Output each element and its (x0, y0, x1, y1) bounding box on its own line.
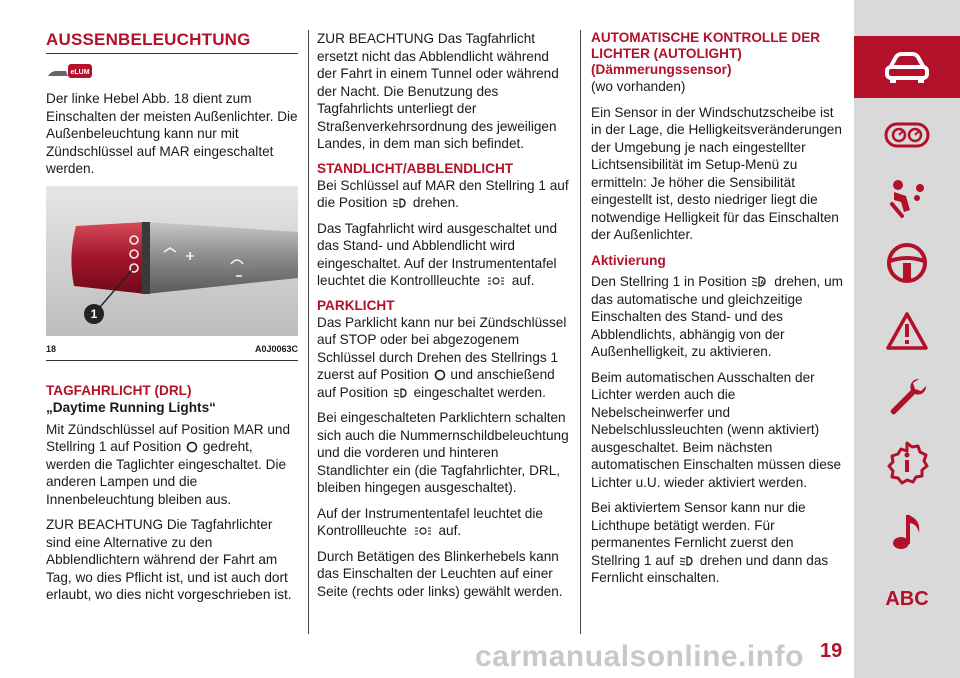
wrench-icon (885, 375, 929, 419)
tab-service[interactable] (854, 366, 960, 428)
low-beam-icon (392, 197, 408, 209)
column-divider (308, 30, 309, 634)
tab-multimedia[interactable] (854, 500, 960, 562)
elum-badge (46, 62, 298, 84)
autolight-heading: AUTOMATISCHE KONTROLLE DER LICHTER (AUTOLIGHT) (Dämmerungssensor) (591, 30, 821, 77)
tab-warning[interactable] (854, 300, 960, 362)
car-icon (884, 50, 930, 84)
heading-rule (46, 53, 298, 54)
drl-paragraph-1: Mit Zündschlüssel auf Position MAR und Stellring 1 auf Position gedreht, werden die Taglichter eingeschaltet. Die anderen Lampen und die Innenbeleuchtung bleiben aus. (46, 421, 291, 507)
column-left (46, 30, 298, 612)
aktivierung-heading: Aktivierung (591, 252, 666, 268)
drl-heading: TAGFAHRLICHT (DRL) (46, 383, 192, 398)
drl-paragraph-2: ZUR BEACHTUNG Die Tagfahrlichter sind eine Alternative zu den Abblendlichtern während der Fahrt am Tag, wo dies Pflicht ist, und ist auch dort erlaubt, wo dies nicht vorgeschrieben ist. (46, 517, 292, 602)
section-heading: AUSSENBELEUCHTUNG (46, 30, 251, 49)
aktivierung-paragraph-2: Beim automatischen Ausschalten der Lichter werden auch die Nebelscheinwerfer und Nebelschlussleuchten (wenn aktiviert) ausgeschaltet. Beim nächsten automatischen Einschalten müssen diese Lichter u.U. wieder aktiviert werden. (591, 369, 842, 490)
figure-code: A0J0063C (254, 343, 298, 354)
drl-subheading: „Daytime Running Lights“ (46, 400, 216, 415)
aktivierung-paragraph-1: Den Stellring 1 in Position A drehen, um das automatische und gleichzeitige Einschalten des Stand- und des Abblendlichts, abhängig von der Außenhelligkeit, zu aktivieren. (591, 274, 843, 359)
standlicht-paragraph-2: Das Tagfahrlicht wird ausgeschaltet und das Stand- und Abblendlicht wird eingeschaltet. Auf der Instrumententafel leuchtet die Kontrollleuchte auf. (317, 220, 558, 288)
standlicht-paragraph-1: Bei Schlüssel auf MAR den Stellring 1 auf die Position drehen. (317, 177, 569, 210)
svg-text:A: A (760, 280, 765, 286)
parklicht-paragraph-3: Auf der Instrumententafel leuchtet die Kontrollleuchte auf. (317, 505, 543, 538)
parklicht-paragraph-1: Das Parklicht kann nur bei Zündschlüssel auf STOP oder bei abgezogenem Schlüssel durch Drehen des Stellrings 1 zuerst auf Position und anschießend auf Position eingeschaltet werden. (317, 314, 567, 400)
parklicht-paragraph-2: Bei eingeschalteten Parklichtern schalten sich auch die Nummernschildbeleuchtung und die vorderen und hinteren Standlichter ein (die Tagfahrlichter, DRL, bleiben hingegen ausgeschaltet). (317, 410, 569, 495)
music-icon (887, 509, 927, 553)
parklicht-paragraph-4: Durch Betätigen des Blinkerhebels kann das Einschalten der Leuchten auf einer Seite (rechts oder links) gewählt werden. (317, 548, 563, 599)
steering-wheel-icon (885, 241, 929, 285)
callout-number: 1 (90, 306, 98, 321)
off-circle-icon (186, 441, 198, 453)
auto-light-icon (751, 275, 769, 288)
warning-icon (885, 311, 929, 351)
tab-dashboard[interactable] (854, 104, 960, 166)
standlicht-heading: STANDLICHT/ABBLENDLICHT (317, 160, 514, 176)
tab-airbag[interactable] (854, 168, 960, 230)
intro-paragraph: Der linke Hebel Abb. 18 dient zum Einschalten der meisten Außenlichter. Die Außenbeleuchtung kann nur mit Zündschlüssel auf MAR eingeschaltet werden. (46, 91, 298, 176)
tab-index[interactable] (854, 568, 960, 630)
dashboard-icon (884, 120, 930, 150)
info-icon (884, 440, 930, 486)
low-beam-icon (393, 387, 409, 399)
page-number: 19 (820, 640, 843, 662)
figure-lever (46, 186, 298, 336)
chapter-sidebar (854, 0, 960, 678)
low-beam-icon (679, 555, 695, 567)
caption-rule (46, 360, 298, 361)
figure-number: 18 (46, 343, 57, 354)
aktivierung-paragraph-3: Bei aktiviertem Sensor kann nur die Lichthupe betätigt werden. Für permanentes Fernlicht zuerst den Stellring 1 auf drehen und dann das Fernlicht einschalten. (591, 500, 829, 585)
tab-car[interactable] (854, 36, 960, 98)
autolight-paragraph: Ein Sensor in der Windschutzscheibe ist in der Lage, die Helligkeitsveränderungen der Umgebung je nach eingestellter Lichtsensibilität im Setup-Menü zu ermitteln: Je höher die Sensibilität eingestellt ist, desto niedriger liegt die notwendige Helligkeit für das Einschalten der Außenlichter. (591, 104, 842, 242)
side-light-indicator-icon (485, 275, 507, 287)
abc-icon: ABC (885, 587, 929, 610)
tab-info[interactable] (854, 432, 960, 494)
figure-caption (46, 341, 298, 359)
watermark: carmanualsonline.info (475, 640, 804, 673)
column-right (591, 30, 843, 595)
parklicht-heading: PARKLICHT (317, 297, 395, 313)
availability-note: (wo vorhanden) (591, 79, 686, 94)
note-paragraph: ZUR BEACHTUNG Das Tagfahrlicht ersetzt nicht das Abblendlicht während der Fahrt in einem Tunnel oder während der Nacht. Die Benutzung des Tagfahrlichts unterliegt der Straßenverkehrsordnung des jeweiligen Landes, in dem man sich befindet. (317, 31, 559, 151)
tab-steering[interactable] (854, 232, 960, 294)
column-divider (580, 30, 581, 634)
badge-text: eLUM (70, 69, 90, 76)
off-circle-icon (434, 369, 446, 381)
column-middle (317, 30, 569, 608)
side-light-indicator-icon (412, 525, 434, 537)
airbag-icon (884, 176, 930, 222)
